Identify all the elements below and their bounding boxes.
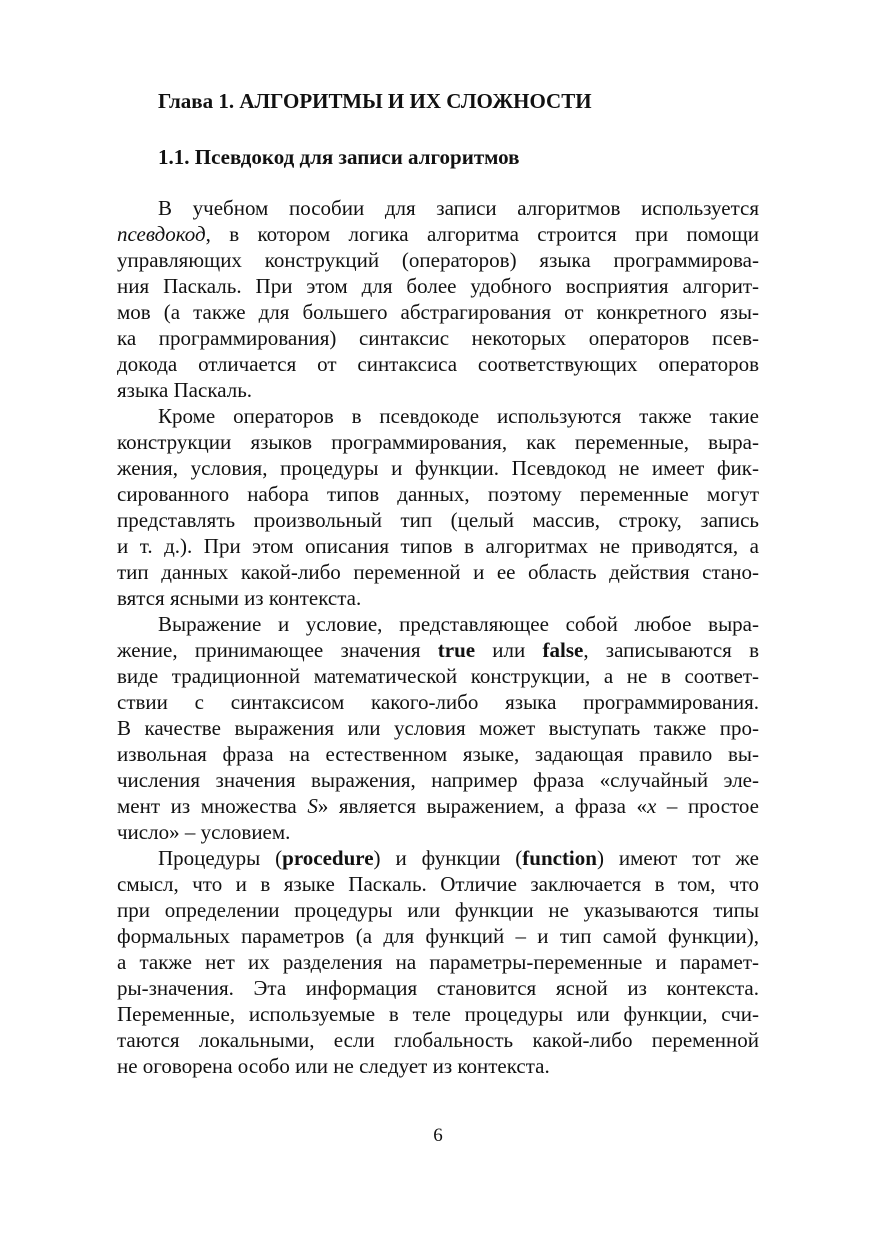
paragraph-1 <box>117 195 759 403</box>
text-line: Выражение и условие, представляющее собой любое выра- <box>158 612 759 636</box>
paragraph-4 <box>117 845 759 1079</box>
text-line: представлять произвольный тип (целый массив, строку, запись <box>117 508 759 532</box>
text-line: таются локальными, если глобальность какой-либо переменной <box>117 1028 759 1052</box>
keyword-procedure: procedure <box>282 846 374 870</box>
text-line: Процедуры (procedure) и функции (function) имеют тот же <box>158 846 759 870</box>
text-line: языка Паскаль. <box>117 378 253 402</box>
text-line: и т. д.). При этом описания типов в алгоритмах не приводятся, а <box>117 534 759 558</box>
text-line: управляющих конструкций (операторов) языка программирова- <box>117 248 759 272</box>
text-line: мент из множества S» является выражением, а фраза «x – простое <box>117 794 760 818</box>
keyword-true: true <box>437 638 476 662</box>
text-line: число» – условием. <box>117 820 291 844</box>
text-line: ка программирования) синтаксис некоторых операторов псев- <box>117 326 759 350</box>
text-line: псевдокод, в котором логика алгоритма строится при помощи <box>117 222 759 246</box>
page-number: 6 <box>433 1125 443 1146</box>
text-line: не оговорена особо или не следует из контекста. <box>117 1054 550 1078</box>
text-line: вятся ясными из контекста. <box>117 586 362 610</box>
text-line: при определении процедуры или функции не указываются типы <box>117 898 759 922</box>
text-line: извольная фраза на естественном языке, задающая правило вы- <box>117 742 759 766</box>
text-line: В качестве выражения или условия может выступать также про- <box>117 716 759 740</box>
text-line: В учебном пособии для записи алгоритмов используется <box>158 196 759 220</box>
text-line: жения, условия, процедуры и функции. Псевдокод не имеет фик- <box>117 456 759 480</box>
italic-var-x: x <box>646 794 657 818</box>
chapter-title: Глава 1. АЛГОРИТМЫ И ИХ СЛОЖНОСТИ <box>158 89 592 113</box>
text-line: докода отличается от синтаксиса соответствующих операторов <box>117 352 759 376</box>
paragraph-3 <box>117 611 759 845</box>
text-line: числения значения выражения, например фраза «случайный эле- <box>117 768 759 792</box>
document-page <box>117 0 759 1240</box>
text-line: сированного набора типов данных, поэтому переменные могут <box>117 482 759 506</box>
text-line: мов (а также для большего абстрагирования от конкретного язы- <box>117 300 759 324</box>
text-line: Переменные, используемые в теле процедуры или функции, счи- <box>117 1002 759 1026</box>
text-line: ры-значения. Эта информация становится ясной из контекста. <box>117 976 759 1000</box>
keyword-false: false <box>542 638 584 662</box>
italic-var-s: S <box>307 794 318 818</box>
section-title: 1.1. Псевдокод для записи алгоритмов <box>158 145 520 169</box>
text-line: ния Паскаль. При этом для более удобного восприятия алгорит- <box>117 274 759 298</box>
text-line: виде традиционной математической конструкции, а не в соответ- <box>117 664 759 688</box>
italic-term-pseudocode: псевдокод <box>117 222 206 246</box>
text-line: Кроме операторов в псевдокоде используются также такие <box>158 404 759 428</box>
text-line: смысл, что и в языке Паскаль. Отличие заключается в том, что <box>117 872 759 896</box>
text-line: а также нет их разделения на параметры-переменные и парамет- <box>117 950 759 974</box>
text-line: формальных параметров (а для функций – и тип самой функции), <box>117 924 759 948</box>
text-line: тип данных какой-либо переменной и ее область действия стано- <box>117 560 759 584</box>
keyword-function: function <box>522 846 597 870</box>
text-line: конструкции языков программирования, как переменные, выра- <box>117 430 759 454</box>
body-text <box>117 195 759 1079</box>
paragraph-2 <box>117 403 759 611</box>
text-line: ствии с синтаксисом какого-либо языка программирования. <box>117 690 759 714</box>
text-line: жение, принимающее значения true или false, записываются в <box>117 638 759 662</box>
